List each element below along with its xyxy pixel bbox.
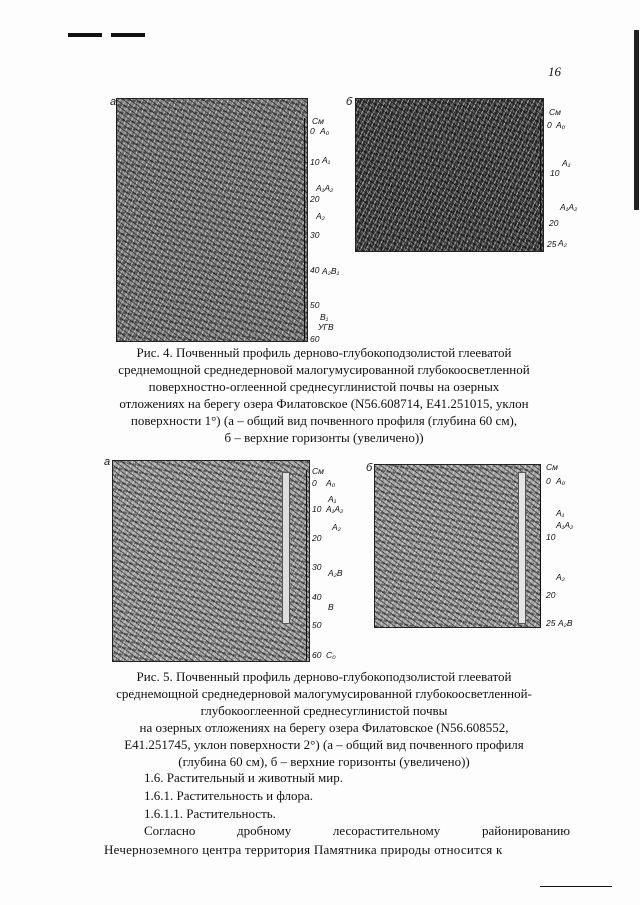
fig5-panel-b-scale bbox=[540, 470, 541, 626]
fig5-b-depth-10: 10 bbox=[546, 532, 556, 542]
fig5-b-horizon-a0: A₀ bbox=[556, 476, 566, 486]
header-dash-left bbox=[68, 33, 102, 37]
fig4-b-unit: См bbox=[549, 107, 561, 117]
fig4-caption-line: среднемощной среднедерновой малогумусированной глубокоосветленной bbox=[118, 362, 530, 377]
fig4-a-depth-40: 40 bbox=[310, 265, 320, 275]
fig5-a-horizon-a1: A₁ bbox=[328, 494, 337, 504]
fig4-a-depth-20: 20 bbox=[310, 194, 320, 204]
fig4-b-depth-20: 20 bbox=[549, 218, 559, 228]
fig4-a-unit: См bbox=[312, 116, 324, 126]
fig4-caption-line: Рис. 4. Почвенный профиль дерново-глубокоподзолистой глееватой bbox=[136, 345, 512, 360]
fig5-caption-line: глубокооглеенной среднесуглинистой почвы bbox=[200, 703, 448, 718]
fig4-a-depth-10: 10 bbox=[310, 157, 320, 167]
fig5-panel-b-photo bbox=[374, 464, 541, 628]
fig4-b-horizon-a1: A₁ bbox=[562, 158, 571, 168]
fig4-a-horizon-a2b1: A₂B₁ bbox=[322, 266, 340, 276]
fig5-a-depth-20: 20 bbox=[312, 533, 322, 543]
fig4-a-depth-50: 50 bbox=[310, 300, 320, 310]
fig4-b-horizon-a1a2: A₁A₂ bbox=[560, 202, 578, 212]
fig5-a-horizon-b: B bbox=[328, 602, 334, 612]
fig4-a-ugv: УГВ bbox=[318, 322, 334, 332]
fig4-b-horizon-a0: A₀ bbox=[556, 120, 566, 130]
section-heading-1-6-1-1: 1.6.1.1. Растительность. bbox=[144, 806, 276, 821]
fig5-caption-line: Рис. 5. Почвенный профиль дерново-глубокоподзолистой глееватой bbox=[136, 669, 512, 684]
fig5-b-horizon-a2b: A₂B bbox=[558, 618, 573, 628]
paragraph-word: лесорастительному bbox=[332, 823, 441, 838]
fig5-panel-b-letter: б bbox=[366, 462, 373, 474]
fig4-a-depth-0: 0 bbox=[310, 126, 315, 136]
fig5-a-depth-40: 40 bbox=[312, 592, 322, 602]
header-dash-right bbox=[111, 33, 145, 37]
section-heading-1-6-1: 1.6.1. Растительность и флора. bbox=[144, 788, 313, 803]
fig5-a-horizon-c0: C₀ bbox=[326, 650, 336, 660]
fig5-b-depth-25: 25 bbox=[546, 618, 556, 628]
fig4-caption bbox=[96, 344, 552, 446]
fig4-a-horizon-b1: B₁ bbox=[320, 312, 329, 322]
fig4-a-horizon-a1: A₁ bbox=[322, 155, 331, 165]
fig4-b-depth-10: 10 bbox=[550, 168, 560, 178]
fig5-caption bbox=[96, 668, 552, 770]
fig4-a-horizon-a2: A₂ bbox=[316, 211, 325, 221]
fig5-b-unit: См bbox=[546, 462, 558, 472]
fig5-b-horizon-a2: A₂ bbox=[556, 572, 565, 582]
fig5-a-depth-10: 10 bbox=[312, 504, 322, 514]
page-edge-mark bbox=[634, 30, 639, 210]
page-number: 16 bbox=[548, 64, 561, 79]
fig4-b-depth-0: 0 bbox=[547, 120, 552, 130]
fig4-b-horizon-a2: A₂ bbox=[558, 238, 567, 248]
fig4-a-depth-60: 60 bbox=[310, 334, 320, 344]
paragraph-word: районированию bbox=[481, 823, 570, 838]
fig5-a-unit: См bbox=[312, 466, 324, 476]
paragraph-line-2: Нечерноземного центра территория Памятника природы относится к bbox=[104, 842, 503, 857]
fig4-a-horizon-a1a2: A₁A₂ bbox=[316, 183, 334, 193]
fig5-b-depth-20: 20 bbox=[546, 590, 556, 600]
fig5-a-horizon-a0: A₀ bbox=[326, 478, 336, 488]
fig4-a-horizon-a0: A₀ bbox=[320, 126, 330, 136]
fig5-b-horizon-a1: A₁ bbox=[556, 508, 565, 518]
fig4-panel-a-scale bbox=[304, 118, 305, 340]
fig4-caption-line: поверхностно-оглеенной среднесуглинистой почвы на озерных bbox=[148, 379, 500, 394]
fig5-a-depth-50: 50 bbox=[312, 620, 322, 630]
fig5-a-depth-0: 0 bbox=[312, 478, 317, 488]
fig4-panel-b-scale bbox=[540, 118, 541, 250]
fig5-caption-line: среднемощной среднедерновой малогумусированной глубокоосветленной- bbox=[116, 686, 532, 701]
fig5-a-horizon-a2: A₂ bbox=[332, 522, 341, 532]
fig5-measuring-tape bbox=[282, 472, 290, 624]
fig4-caption-line: поверхности 1°) (а – общий вид почвенного профиля (глубина 60 см), bbox=[130, 413, 518, 428]
fig4-panel-a-photo bbox=[116, 98, 308, 342]
fig5-a-horizon-a2b: A₂B bbox=[328, 568, 343, 578]
fig5-b-depth-0: 0 bbox=[546, 476, 551, 486]
fig5-caption-line: (глубина 60 см), б – верхние горизонты (увеличено)) bbox=[178, 754, 470, 769]
fig5-caption-line: на озерных отложениях на берегу озера Филатовское (N56.608552, bbox=[139, 720, 509, 735]
fig4-b-depth-25: 25 bbox=[547, 239, 557, 249]
fig5-a-horizon-a1a2: A₁A₂ bbox=[326, 504, 344, 514]
paragraph-line-1 bbox=[144, 823, 570, 839]
fig5-panel-a-scale bbox=[306, 470, 307, 660]
fig5-a-depth-60: 60 bbox=[312, 650, 322, 660]
fig4-a-depth-30: 30 bbox=[310, 230, 320, 240]
fig4-panel-a-letter: а bbox=[110, 96, 117, 108]
fig4-caption-line: б – верхние горизонты (увеличено)) bbox=[224, 430, 424, 445]
fig5-panel-a-photo bbox=[112, 460, 310, 662]
fig5-caption-line: E41.251745, уклон поверхности 2°) (а – общий вид почвенного профиля bbox=[124, 737, 524, 752]
section-heading-1-6: 1.6. Растительный и животный мир. bbox=[144, 770, 343, 785]
footer-rule bbox=[540, 886, 612, 887]
paragraph-word: дробному bbox=[237, 823, 292, 838]
fig5-a-depth-30: 30 bbox=[312, 562, 322, 572]
fig4-panel-b-photo bbox=[355, 98, 544, 252]
fig4-panel-b-letter: б bbox=[346, 96, 353, 108]
paragraph-word: Согласно bbox=[144, 823, 196, 838]
fig4-caption-line: отложениях на берегу озера Филатовское (N56.608714, E41.251015, уклон bbox=[119, 396, 529, 411]
fig5-panel-a-letter: а bbox=[104, 456, 111, 468]
fig5-b-horizon-a1a2: A₁A₂ bbox=[556, 520, 574, 530]
fig5-b-measuring-tape bbox=[518, 472, 526, 624]
